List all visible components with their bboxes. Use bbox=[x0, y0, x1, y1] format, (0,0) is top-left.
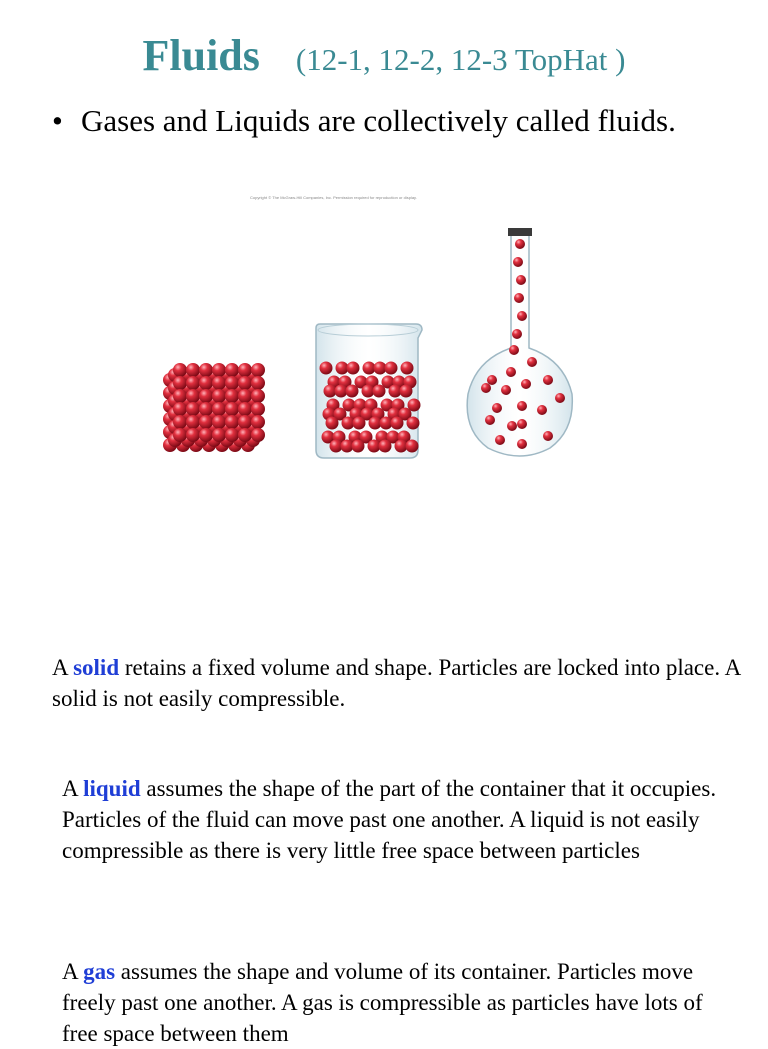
liquid-definition bbox=[62, 773, 742, 866]
particle bbox=[347, 362, 360, 375]
particle bbox=[543, 375, 553, 385]
particle bbox=[225, 389, 239, 403]
particle bbox=[481, 383, 491, 393]
particle bbox=[400, 385, 413, 398]
bullet-text: Gases and Liquids are collectively called fluids. bbox=[81, 103, 676, 138]
particle bbox=[517, 401, 527, 411]
particle bbox=[251, 428, 265, 442]
keyword-solid: solid bbox=[73, 655, 120, 680]
particle bbox=[199, 428, 213, 442]
particle bbox=[515, 239, 525, 249]
particle bbox=[537, 405, 547, 415]
particle bbox=[487, 375, 497, 385]
particle bbox=[238, 389, 252, 403]
title-sections: (12-1, 12-2, 12-3 TopHat ) bbox=[295, 42, 626, 77]
particle bbox=[353, 417, 366, 430]
particle bbox=[492, 403, 502, 413]
particle bbox=[212, 363, 226, 377]
liquid-pre: A bbox=[62, 776, 84, 801]
particle bbox=[199, 415, 213, 429]
slide-title bbox=[0, 30, 768, 81]
particle bbox=[225, 376, 239, 390]
particle bbox=[517, 419, 527, 429]
gas-definition bbox=[62, 956, 742, 1049]
particle bbox=[251, 376, 265, 390]
particle bbox=[173, 363, 187, 377]
particle bbox=[212, 428, 226, 442]
particle bbox=[186, 415, 200, 429]
particle bbox=[212, 415, 226, 429]
particle bbox=[373, 385, 386, 398]
particle bbox=[251, 402, 265, 416]
particle bbox=[501, 385, 511, 395]
particle bbox=[238, 376, 252, 390]
particle bbox=[352, 440, 365, 453]
states-of-matter-illustration bbox=[150, 222, 590, 472]
particle bbox=[517, 311, 527, 321]
particle bbox=[186, 363, 200, 377]
particle bbox=[516, 275, 526, 285]
particle bbox=[509, 345, 519, 355]
particle bbox=[385, 362, 398, 375]
particle bbox=[212, 402, 226, 416]
solid-cube-particles bbox=[163, 363, 265, 452]
copyright-notice: Copyright © The McGraw-Hill Companies, Inc. Permission required for reproduction or display. bbox=[250, 195, 417, 200]
bullet-point bbox=[52, 102, 712, 140]
particle bbox=[401, 362, 414, 375]
particle bbox=[251, 363, 265, 377]
particle bbox=[225, 415, 239, 429]
particle bbox=[517, 439, 527, 449]
particle bbox=[186, 376, 200, 390]
bullet-marker: • bbox=[52, 103, 63, 138]
particle bbox=[173, 428, 187, 442]
particle bbox=[513, 257, 523, 267]
particle bbox=[251, 389, 265, 403]
keyword-liquid: liquid bbox=[83, 776, 141, 801]
particle bbox=[186, 428, 200, 442]
particle bbox=[326, 417, 339, 430]
particle bbox=[199, 389, 213, 403]
particle bbox=[238, 428, 252, 442]
particle bbox=[512, 329, 522, 339]
particle bbox=[555, 393, 565, 403]
liquid-text: assumes the shape of the part of the container that it occupies. Particles of the fluid can move past one another. A liquid is not easily compressible as there is very little free space between particles bbox=[62, 776, 717, 863]
particle bbox=[495, 435, 505, 445]
particle bbox=[507, 421, 517, 431]
particle bbox=[485, 415, 495, 425]
particle bbox=[186, 389, 200, 403]
particle bbox=[225, 428, 239, 442]
particle bbox=[212, 389, 226, 403]
gas-text: assumes the shape and volume of its container. Particles move freely past one another. A gas is compressible as particles have lots of free space between them bbox=[62, 959, 703, 1046]
particle bbox=[406, 440, 419, 453]
particle bbox=[251, 415, 265, 429]
particle bbox=[320, 362, 333, 375]
particle bbox=[506, 367, 516, 377]
particle bbox=[346, 385, 359, 398]
particle bbox=[199, 402, 213, 416]
particle bbox=[543, 431, 553, 441]
particle bbox=[186, 402, 200, 416]
particle bbox=[173, 415, 187, 429]
particle bbox=[407, 417, 420, 430]
particle bbox=[173, 389, 187, 403]
particle bbox=[527, 357, 537, 367]
particle bbox=[238, 363, 252, 377]
title-main: Fluids bbox=[142, 31, 260, 80]
particle bbox=[199, 363, 213, 377]
particle bbox=[391, 417, 404, 430]
particle bbox=[225, 402, 239, 416]
solid-definition bbox=[52, 652, 742, 714]
particle bbox=[379, 440, 392, 453]
particle bbox=[173, 376, 187, 390]
solid-pre: A bbox=[52, 655, 74, 680]
particle bbox=[238, 415, 252, 429]
particle bbox=[514, 293, 524, 303]
particle bbox=[225, 363, 239, 377]
solid-text: retains a fixed volume and shape. Particles are locked into place. A solid is not easily compressible. bbox=[52, 655, 740, 711]
particle bbox=[212, 376, 226, 390]
particle bbox=[521, 379, 531, 389]
gas-pre: A bbox=[62, 959, 84, 984]
particle bbox=[199, 376, 213, 390]
particle bbox=[173, 402, 187, 416]
particle bbox=[238, 402, 252, 416]
keyword-gas: gas bbox=[83, 959, 116, 984]
